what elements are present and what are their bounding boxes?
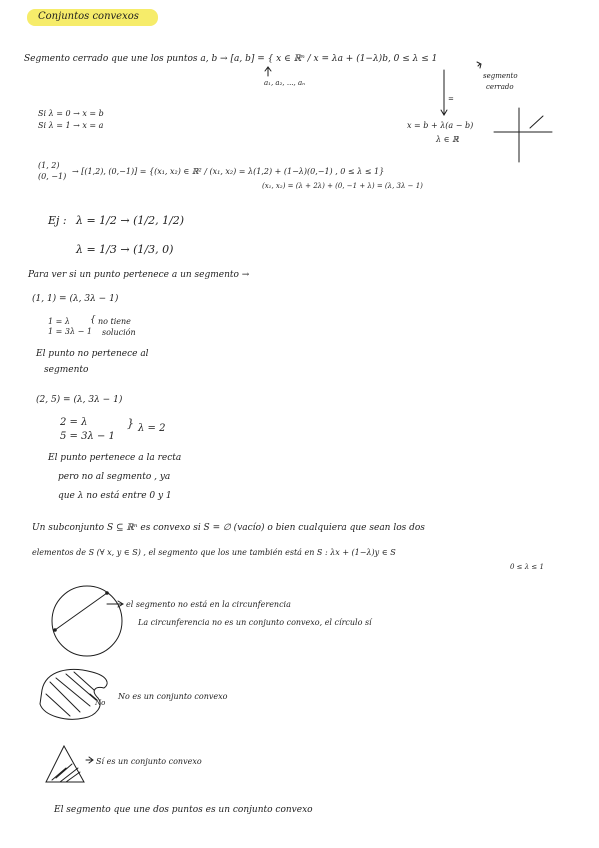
case2-line-a: 2 = λ bbox=[60, 417, 88, 428]
example-formula: → [(1,2), (0,−1)] = {(x₁, x₂) ∈ ℝ² / (x₁, x₂) = λ(1,2) + (1−λ)(0,−1) , 0 ≤ λ ≤ 1} bbox=[72, 167, 385, 176]
ej-case-2: λ = 1/3 → (1/3, 0) bbox=[76, 243, 174, 256]
case1-brace: { bbox=[90, 315, 96, 325]
case1-conclusion-2: segmento bbox=[44, 365, 89, 375]
note-cerrado: cerrado bbox=[486, 83, 514, 91]
example-point-2: (0, −1) bbox=[38, 172, 67, 181]
triangle-shape bbox=[46, 746, 84, 782]
case1-line-a: 1 = λ bbox=[48, 317, 70, 326]
final-statement: El segmento que une dos puntos es un conjunto convexo bbox=[54, 805, 313, 815]
case2-line-b: 5 = 3λ − 1 bbox=[60, 431, 115, 442]
eq-parametric: x = b + λ(a − b) bbox=[407, 121, 474, 130]
case2-conclusion-1: El punto pertenece a la recta bbox=[48, 453, 182, 463]
example-point-1: (1, 2) bbox=[38, 161, 60, 170]
case1-conclusion-1: El punto no pertenece al bbox=[36, 349, 149, 359]
blob-shape bbox=[40, 669, 107, 719]
example-expanded: (x₁, x₂) = (λ + 2λ) + (0, −1 + λ) = (λ, 3λ − 1) bbox=[262, 182, 423, 190]
circle-note-2: La circunferencia no es un conjunto convexo, el círculo sí bbox=[138, 618, 372, 627]
circle-chord bbox=[55, 593, 107, 630]
case2-conclusion-2: pero no al segmento , ya bbox=[58, 472, 171, 482]
triangle-arrow-icon bbox=[86, 757, 93, 763]
case1-line-b: 1 = 3λ − 1 bbox=[48, 327, 92, 336]
case1-note-1: no tiene bbox=[98, 317, 131, 326]
equals-sign: = bbox=[448, 95, 454, 103]
blob-hatch bbox=[46, 672, 96, 716]
eq-lambda: λ ∈ ℝ bbox=[436, 135, 459, 144]
circle-shape bbox=[52, 586, 122, 656]
ej-label: Ej : bbox=[48, 214, 67, 227]
convex-definition-1: Un subconjunto S ⊆ ℝⁿ es convexo si S = ∅ (vacío) o bien cualquiera que sean los dos bbox=[32, 523, 425, 533]
blob-note: No es un conjunto convexo bbox=[118, 692, 228, 701]
blob-no-label: No bbox=[95, 699, 106, 707]
case2-result: λ = 2 bbox=[138, 423, 166, 434]
segment-definition: Segmento cerrado que une los puntos a, b → [a, b] = { x ∈ ℝⁿ / x = λa + (1−λ)b, 0 ≤ λ ≤ 1 bbox=[24, 54, 438, 64]
convex-definition-3: 0 ≤ λ ≤ 1 bbox=[510, 563, 544, 571]
up-arrow-icon bbox=[265, 67, 271, 76]
circle-note-1: el segmento no está en la circunferencia bbox=[126, 600, 291, 609]
case-lambda-0: Si λ = 0 → x = b bbox=[38, 109, 104, 118]
page-title: Conjuntos convexos bbox=[38, 11, 139, 22]
case2-equation: (2, 5) = (λ, 3λ − 1) bbox=[36, 395, 123, 405]
case-lambda-1: Si λ = 1 → x = a bbox=[38, 121, 104, 130]
convex-definition-2: elementos de S (∀ x, y ∈ S) , el segmento que los une también está en S : λx + (1−λ)y ∈ S bbox=[32, 548, 396, 557]
case1-note-2: solución bbox=[102, 328, 136, 337]
small-arrow-icon bbox=[477, 62, 481, 68]
points-list: a₁, a₂, ..., aₙ bbox=[264, 79, 305, 87]
case2-brace: } bbox=[127, 417, 134, 430]
note-segmento: segmento bbox=[483, 72, 518, 80]
vector-ab bbox=[530, 116, 543, 128]
circle-arrow-icon bbox=[107, 601, 123, 607]
down-arrow-icon bbox=[441, 70, 447, 115]
ej-case-1: λ = 1/2 → (1/2, 1/2) bbox=[76, 214, 185, 227]
triangle-note: Sí es un conjunto convexo bbox=[96, 757, 202, 766]
case2-conclusion-3: que λ no está entre 0 y 1 bbox=[58, 491, 172, 501]
case1-equation: (1, 1) = (λ, 3λ − 1) bbox=[32, 294, 119, 304]
membership-intro: Para ver si un punto pertenece a un segmento → bbox=[28, 270, 250, 280]
